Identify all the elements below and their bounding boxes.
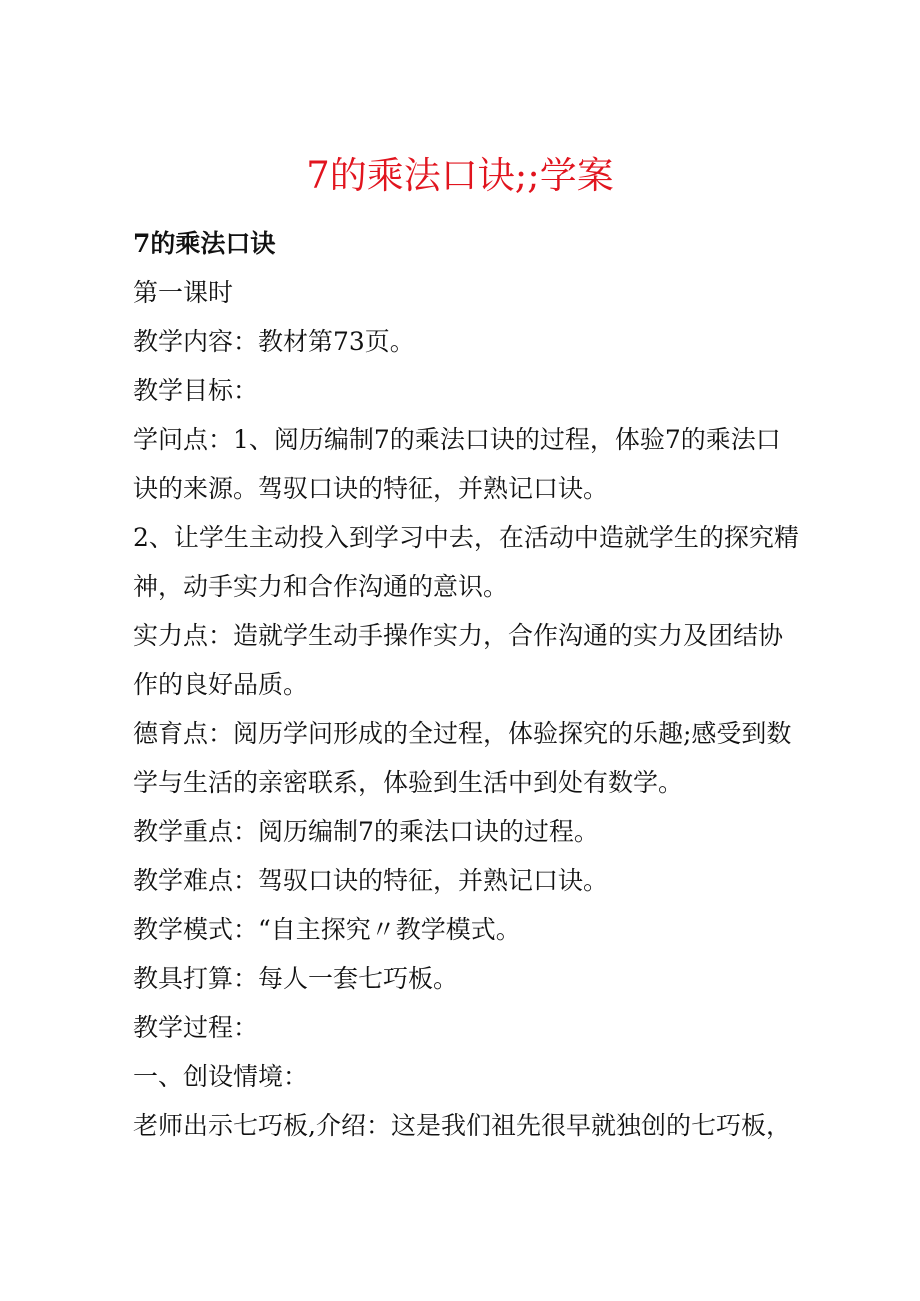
text-line: 2、让学生主动投入到学习中去，在活动中造就学生的探究精: [133, 523, 799, 552]
text-line: 教学模式：“自主探究〃教学模式。: [133, 915, 521, 944]
text-line: 学问点：1、阅历编制7的乘法口诀的过程，体验7的乘法口: [133, 425, 781, 454]
text-line: 教具打算：每人一套七巧板。: [133, 964, 459, 993]
text-line: 第一课时: [133, 278, 234, 307]
text-line: 教学过程：: [133, 1013, 259, 1042]
text-line: 德育点：阅历学问形成的全过程，体验探究的乐趣;感受到数: [133, 719, 792, 748]
text-line: 教学难点：驾驭口诀的特征，并熟记口诀。: [133, 866, 609, 895]
text-line: 作的良好品质。: [133, 670, 309, 699]
document-title: 7的乘法口诀;;学案: [306, 154, 614, 197]
text-line: 老师出示七巧板,介绍：这是我们祖先很早就独创的七巧板，: [133, 1111, 791, 1140]
document-body: [133, 219, 798, 1150]
text-line: 教学目标：: [133, 376, 259, 405]
text-line: 神，动手实力和合作沟通的意识。: [133, 572, 509, 601]
text-line: 实力点：造就学生动手操作实力，合作沟通的实力及团结协: [133, 621, 784, 650]
text-line: 学与生活的亲密联系，体验到生活中到处有数学。: [133, 768, 684, 797]
text-line: 教学内容：教材第73页。: [133, 327, 415, 356]
text-line: 一、创设情境：: [133, 1062, 309, 1091]
text-line: 诀的来源。驾驭口诀的特征，并熟记口诀。: [133, 474, 609, 503]
text-line: 7的乘法口诀: [133, 229, 276, 258]
text-line: 教学重点：阅历编制7的乘法口诀的过程。: [133, 817, 599, 846]
